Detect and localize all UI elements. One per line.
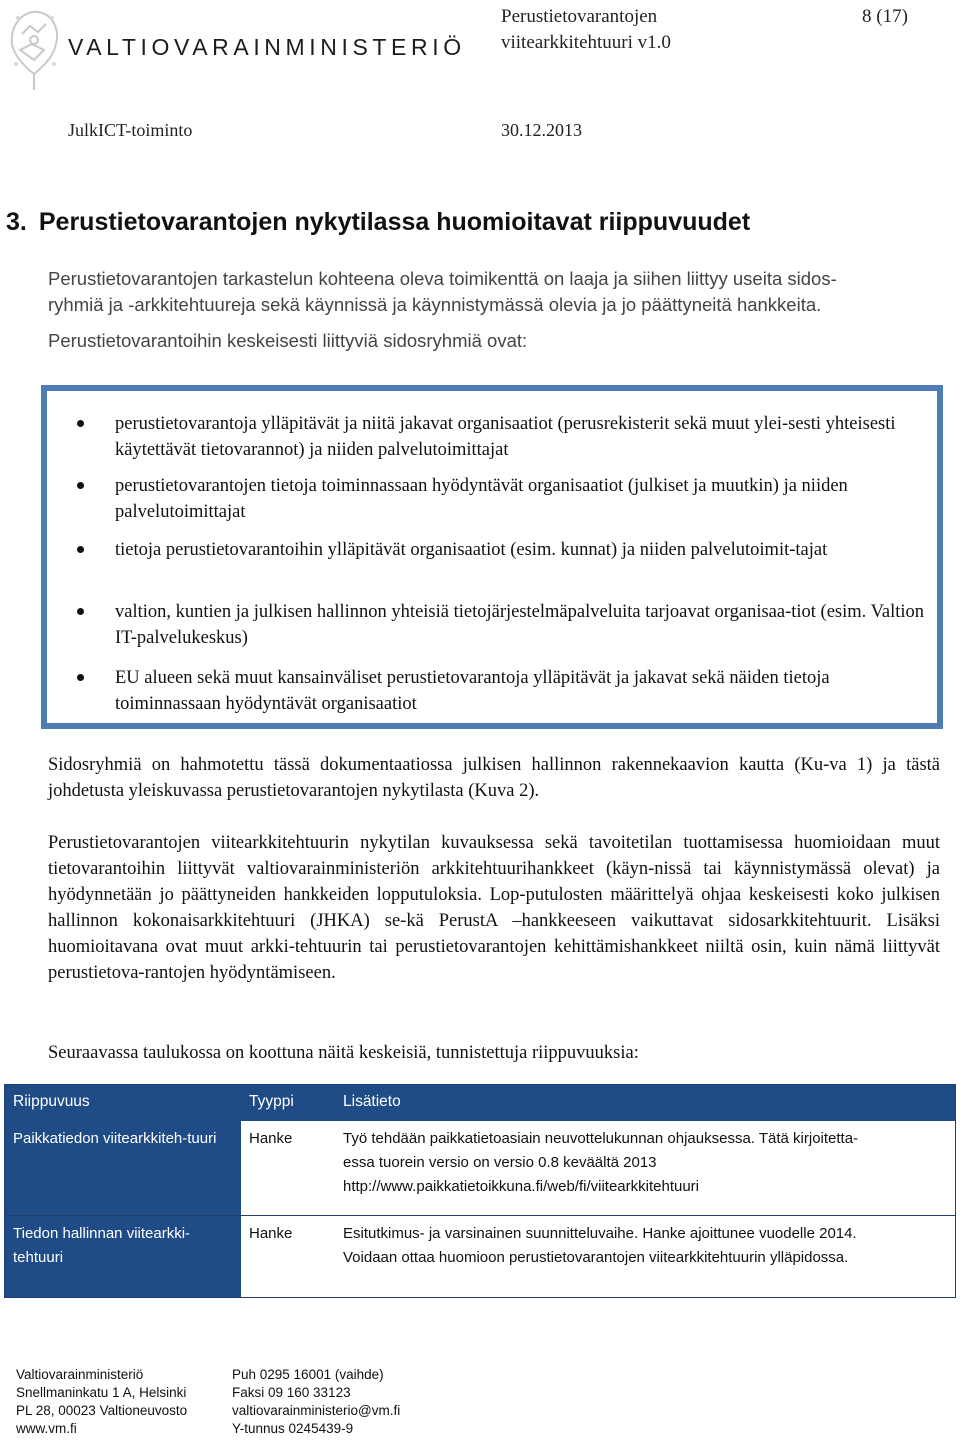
row-type: Hanke xyxy=(249,1130,293,1147)
footer-business-id: Y-tunnus 0245439-9 xyxy=(232,1421,354,1436)
dependencies-table xyxy=(4,1084,956,1298)
page-number: 8 (17) xyxy=(862,6,908,27)
stakeholder-box xyxy=(41,385,943,729)
row-info-line: Esitutkimus- ja varsinainen suunnitteluvaihe. Hanke ajoittunee vuodelle 2014. xyxy=(343,1225,857,1242)
list-item: valtion, kuntien ja julkisen hallinnon yhteisiä tietojärjestelmäpalveluita tarjoavat organisaa-tiot (esim. Valtion IT-palvelukeskus) xyxy=(115,599,935,651)
header-info: Lisätieto xyxy=(343,1093,401,1110)
intro-line-2: ryhmiä ja -arkkitehtuureja sekä käynnissä ja käynnistymässä olevia ja jo päättyneitä hankkeita. xyxy=(48,294,822,315)
table-row xyxy=(5,1121,241,1215)
doc-title-line2: viitearkkitehtuuri v1.0 xyxy=(501,32,671,53)
lion-emblem-icon xyxy=(4,4,66,96)
row-info-line: Voidaan ottaa huomioon perustietovarantojen viitearkkitehtuurin ylläpidossa. xyxy=(343,1249,849,1266)
section-number: 3. xyxy=(6,208,27,236)
footer-fax: Faksi 09 160 33123 xyxy=(232,1385,351,1400)
document-date: 30.12.2013 xyxy=(501,120,582,140)
list-item: perustietovarantojen tietoja toiminnassaan hyödyntävät organisaatiot (julkiset ja muutkin) ja niiden palvelutoimittajat xyxy=(115,473,935,525)
org-unit: JulkICT-toiminto xyxy=(68,120,193,140)
footer-org: Valtiovarainministeriö xyxy=(16,1367,144,1382)
header-dependency: Riippuvuus xyxy=(13,1093,90,1110)
row-info-line: essa tuorein versio on versio 0.8 keväältä 2013 xyxy=(343,1154,657,1171)
table-header xyxy=(5,1085,955,1121)
row-info-link[interactable]: http://www.paikkatietoikkuna.fi/web/fi/viitearkkitehtuuri xyxy=(343,1178,699,1195)
paragraph-dependencies: Perustietovarantojen viitearkkitehtuurin nykytilan kuvauksessa sekä tavoitetilan tuottamisessa huomioidaan muut tietovarantoihin liittyvät valtiovarainministeriön arkkitehtuurihankkeet (käyn-nissä tai käynnistymässä olevat) ja hyödynnetään jo päättyneiden hankkeiden lopputuloksia. Lop-putulosten määrittelyä ohjaa keskeisesti koko julkisen hallinnon kokonaisarkkitehtuuri (JHKA) se-kä PerustA –hankkeeseen vaikuttavat sidosarkkitehtuurit. Lisäksi huomioitavana ovat muut arkki-tehtuurin tai perustietovarantojen kehittämishankkeet niiltä osin, kuin nämä liittyvät perustietova-rantojen hyödyntämiseen. xyxy=(48,833,940,983)
row-name: Paikkatiedon viitearkkiteh-tuuri xyxy=(13,1130,217,1147)
intro-line-3: Perustietovarantoihin keskeisesti liittyviä sidosryhmiä ovat: xyxy=(48,330,528,351)
footer-street: Snellmaninkatu 1 A, Helsinki xyxy=(16,1385,187,1400)
list-item: EU alueen sekä muut kansainväliset perustietovarantoja ylläpitävät ja jakavat sekä näiden tietoja toiminnassaan hyödyntävät organisaatiot xyxy=(115,665,935,717)
header-type: Tyyppi xyxy=(249,1093,294,1110)
ministry-logo-text: VALTIOVARAINMINISTERIÖ xyxy=(68,34,466,60)
paragraph-table-intro: Seuraavassa taulukossa on koottuna näitä keskeisiä, tunnistettuja riippuvuuksia: xyxy=(48,1043,639,1063)
doc-title-line1: Perustietovarantojen xyxy=(501,6,658,27)
footer-po-box: PL 28, 00023 Valtioneuvosto xyxy=(16,1403,188,1418)
row-name: Tiedon hallinnan viitearkki-tehtuuri xyxy=(13,1225,191,1266)
table-row xyxy=(5,1216,241,1297)
list-item: tietoja perustietovarantoihin ylläpitävät organisaatiot (esim. kunnat) ja niiden palvelutoimit-tajat xyxy=(115,537,935,563)
row-type: Hanke xyxy=(249,1225,293,1242)
paragraph-figures: Sidosryhmiä on hahmotettu tässä dokumentaatiossa julkisen hallinnon rakennekaavion kautta (Ku-va 1) ja tästä johdetusta yleiskuvassa perustietovarantojen nykytilasta (Kuva 2). xyxy=(48,755,940,801)
footer-address xyxy=(16,1366,187,1438)
list-item: perustietovarantoja ylläpitävät ja niitä jakavat organisaatiot (perusrekisterit sekä muut ylei-sesti yhteisesti käytettävät tietovarannot) ja niiden palvelutoimittajat xyxy=(115,411,935,463)
row-info-line: Työ tehdään paikkatietoasiain neuvottelukunnan ohjauksessa. Tätä kirjoitetta- xyxy=(343,1130,859,1147)
footer-email[interactable]: valtiovarainministerio@vm.fi xyxy=(232,1403,401,1418)
footer-contact xyxy=(232,1366,400,1438)
footer-phone: Puh 0295 16001 (vaihde) xyxy=(232,1367,384,1382)
section-heading xyxy=(6,208,946,237)
footer-website[interactable]: www.vm.fi xyxy=(16,1421,77,1436)
section-title: Perustietovarantojen nykytilassa huomioitavat riippuvuudet xyxy=(38,208,751,236)
intro-line-1: Perustietovarantojen tarkastelun kohteena oleva toimikenttä on laaja ja siihen liittyy useita sidos- xyxy=(48,268,837,289)
